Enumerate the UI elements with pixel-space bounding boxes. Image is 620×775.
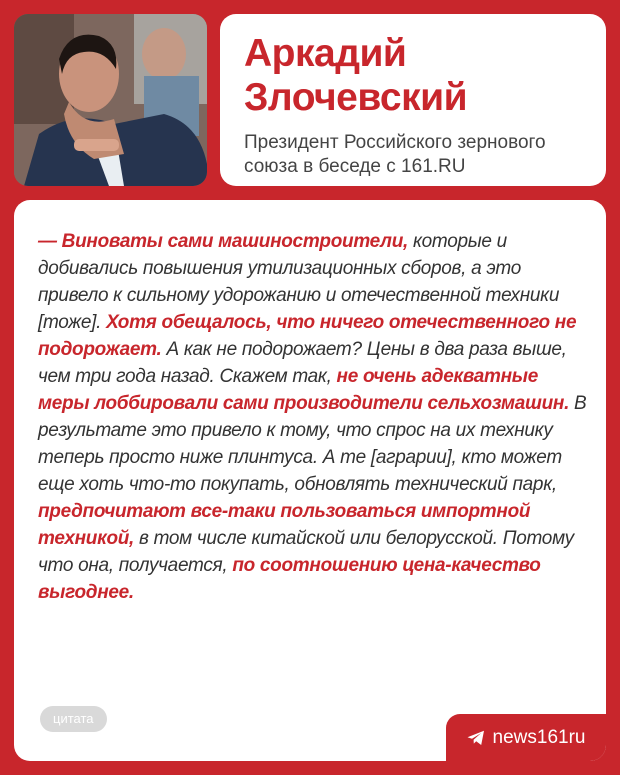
quote-segment: в том числе китайской или белорусской. Потому что она, получается, xyxy=(38,528,574,576)
quote-segment: А как не подорожает? Цены в два раза выше, чем три года назад. Скажем так, xyxy=(38,339,567,387)
quote-tag: цитата xyxy=(40,706,107,732)
quote-highlight: предпочитают все-таки пользоваться импортной техникой, xyxy=(38,501,531,549)
speaker-photo xyxy=(14,14,207,186)
speaker-first-name: Аркадий xyxy=(244,32,407,75)
quote-text xyxy=(38,228,594,606)
brand-label: news161ru xyxy=(492,727,586,748)
speaker-last-name: Злочевский xyxy=(244,76,468,119)
quote-highlight: не очень адекватные меры лоббировали сами производители сельхозмашин. xyxy=(38,366,570,414)
quote-card xyxy=(14,200,606,761)
brand-badge[interactable] xyxy=(446,714,606,761)
header-card xyxy=(220,14,606,186)
speaker-name xyxy=(244,32,467,120)
speaker-portrait-image xyxy=(14,14,207,186)
quote-highlight: по соотношению цена-качество выгоднее. xyxy=(38,555,541,603)
quote-segment: В результате это привело к тому, что спрос на их технику теперь просто ниже плинтуса. А те [аграрии], кто может еще хоть что-то покупать, обновлять технический парк, xyxy=(38,393,587,495)
quote-highlight: Хотя обещалось, что ничего отечественного не подорожает. xyxy=(38,312,577,360)
quote-segment: которые и добивались повышения утилизационных сборов, а это привело к сильному удорожанию и отечественной техники [тоже]. xyxy=(38,231,560,333)
quote-highlight: — Виноваты сами машиностроители, xyxy=(38,231,408,252)
speaker-subtitle: Президент Российского зернового союза в беседе с 161.RU xyxy=(244,132,546,177)
telegram-icon xyxy=(467,730,485,746)
